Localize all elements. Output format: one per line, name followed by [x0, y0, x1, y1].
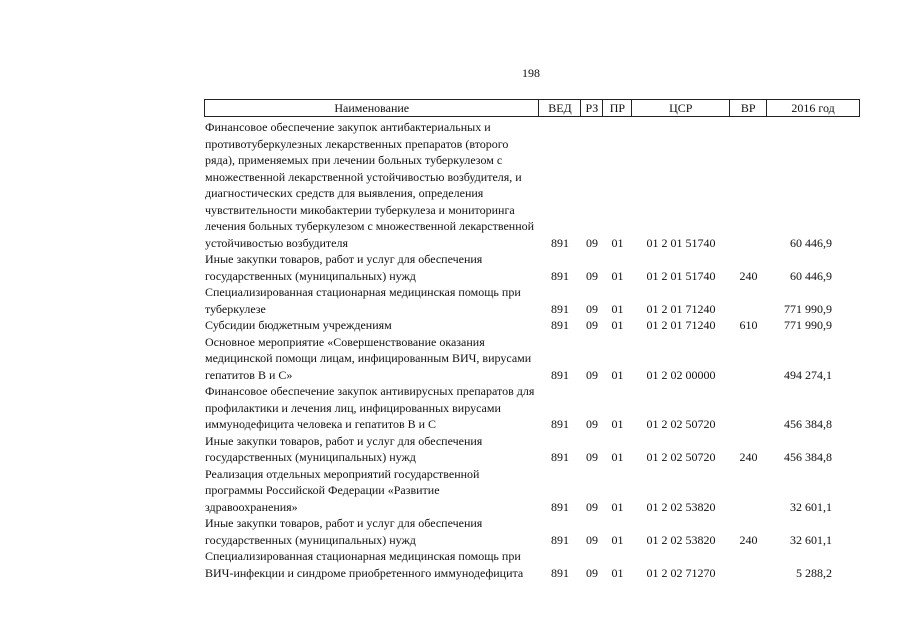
row-csr: 01 2 02 71270 — [646, 565, 716, 580]
row-amount: 32 601,1 — [790, 499, 832, 514]
row-ved: 891 — [551, 301, 569, 316]
row-vr: 610 — [739, 318, 758, 332]
row-ved: 891 — [551, 318, 569, 332]
row-rz: 09 — [586, 450, 598, 464]
row-pr: 01 — [611, 565, 624, 580]
row-pr: 01 — [611, 301, 624, 316]
row-amount: 494 274,1 — [784, 367, 832, 382]
budget-table — [204, 99, 860, 581]
row-csr: 01 2 01 51740 — [646, 268, 716, 283]
row-csr: 01 2 02 50720 — [646, 417, 716, 431]
row-csr: 01 2 01 51740 — [646, 235, 716, 250]
row-csr: 01 2 02 53820 — [646, 499, 716, 514]
header-pr: ПР — [603, 100, 632, 116]
row-name: Финансовое обеспечение закупок антивирусных препаратов для профилактики и лечения лиц, инфицированных вирусами иммунодефицита человека и гепатитов В и С — [205, 384, 535, 431]
row-pr: 01 — [611, 499, 624, 514]
row-rz: 09 — [586, 235, 598, 250]
row-amount: 456 384,8 — [784, 450, 832, 464]
table-row — [204, 548, 860, 581]
row-csr: 01 2 02 50720 — [646, 450, 716, 464]
row-amount: 60 446,9 — [790, 268, 832, 283]
row-rz: 09 — [586, 565, 598, 580]
table-row — [204, 317, 860, 334]
row-rz: 09 — [586, 268, 598, 283]
row-rz: 09 — [586, 301, 598, 316]
row-csr: 01 2 02 53820 — [646, 532, 716, 547]
row-pr: 01 — [611, 450, 624, 464]
row-pr: 01 — [611, 367, 624, 382]
table-row — [204, 251, 860, 284]
row-vr: 240 — [739, 450, 758, 464]
row-name: Иные закупки товаров, работ и услуг для обеспечения государственных (муниципальных) нужд — [205, 433, 483, 464]
table-row — [204, 515, 860, 548]
row-rz: 09 — [586, 532, 598, 547]
row-name: Основное мероприятие «Совершенствование оказания медицинской помощи лицам, инфицированным ВИЧ, вирусами гепатитов В и С» — [205, 334, 532, 382]
row-ved: 891 — [551, 367, 569, 382]
row-name: Специализированная стационарная медицинская помощь при ВИЧ-инфекции и синдроме приобретенного иммунодефицита — [205, 549, 524, 580]
page-number: 198 — [522, 66, 540, 80]
row-pr: 01 — [611, 532, 624, 547]
table-row — [204, 284, 860, 317]
row-vr: 240 — [739, 268, 758, 283]
row-vr: 240 — [739, 532, 758, 547]
row-amount: 32 601,1 — [790, 532, 832, 547]
row-rz: 09 — [586, 417, 598, 431]
table-row — [204, 433, 860, 466]
row-ved: 891 — [551, 565, 569, 580]
row-amount: 5 288,2 — [796, 565, 832, 580]
header-csr: ЦСР — [632, 100, 730, 116]
row-name: Иные закупки товаров, работ и услуг для обеспечения государственных (муниципальных) нужд — [205, 516, 483, 547]
row-rz: 09 — [586, 318, 598, 332]
row-amount: 456 384,8 — [784, 417, 832, 431]
table-header — [204, 99, 860, 117]
row-amount: 60 446,9 — [790, 235, 832, 250]
row-ved: 891 — [551, 450, 569, 464]
table-row — [204, 334, 860, 384]
row-pr: 01 — [611, 268, 624, 283]
row-ved: 891 — [551, 235, 569, 250]
table-row — [204, 119, 860, 251]
row-amount: 771 990,9 — [784, 318, 832, 332]
row-ved: 891 — [551, 532, 569, 547]
row-rz: 09 — [586, 499, 598, 514]
header-vr: ВР — [730, 100, 767, 116]
row-name: Иные закупки товаров, работ и услуг для обеспечения государственных (муниципальных) нужд — [205, 252, 483, 283]
row-name: Финансовое обеспечение закупок антибактериальных и противотуберкулезных лекарственных препаратов (второго ряда), применяемых при лечении больных туберкулезом с множественной лекарственной устойчивостью возбудителя, и диагностических средств для выявления, определения чувствительности микобактерии туберкулеза и мониторинга лечения больных туберкулезом с множественной лекарственной устойчивостью возбудителя — [205, 120, 535, 250]
row-ved: 891 — [551, 499, 569, 514]
table-body — [204, 117, 860, 581]
row-ved: 891 — [551, 268, 569, 283]
row-pr: 01 — [611, 235, 624, 250]
table-row — [204, 383, 860, 433]
row-name: Специализированная стационарная медицинская помощь при туберкулезе — [205, 285, 521, 316]
row-ved: 891 — [551, 417, 569, 431]
row-csr: 01 2 02 00000 — [646, 367, 716, 382]
row-pr: 01 — [611, 318, 624, 332]
header-year: 2016 год — [767, 100, 860, 116]
row-csr: 01 2 01 71240 — [646, 301, 716, 316]
row-name: Субсидии бюджетным учреждениям — [205, 318, 392, 332]
header-rz: РЗ — [581, 100, 603, 116]
header-ved: ВЕД — [539, 100, 581, 116]
row-name: Реализация отдельных мероприятий государственной программы Российской Федерации «Развитие здравоохранения» — [205, 466, 480, 514]
row-rz: 09 — [586, 367, 598, 382]
header-name: Наименование — [205, 100, 539, 116]
row-amount: 771 990,9 — [784, 301, 832, 316]
row-csr: 01 2 01 71240 — [646, 318, 716, 332]
table-row — [204, 466, 860, 516]
row-pr: 01 — [611, 417, 624, 431]
